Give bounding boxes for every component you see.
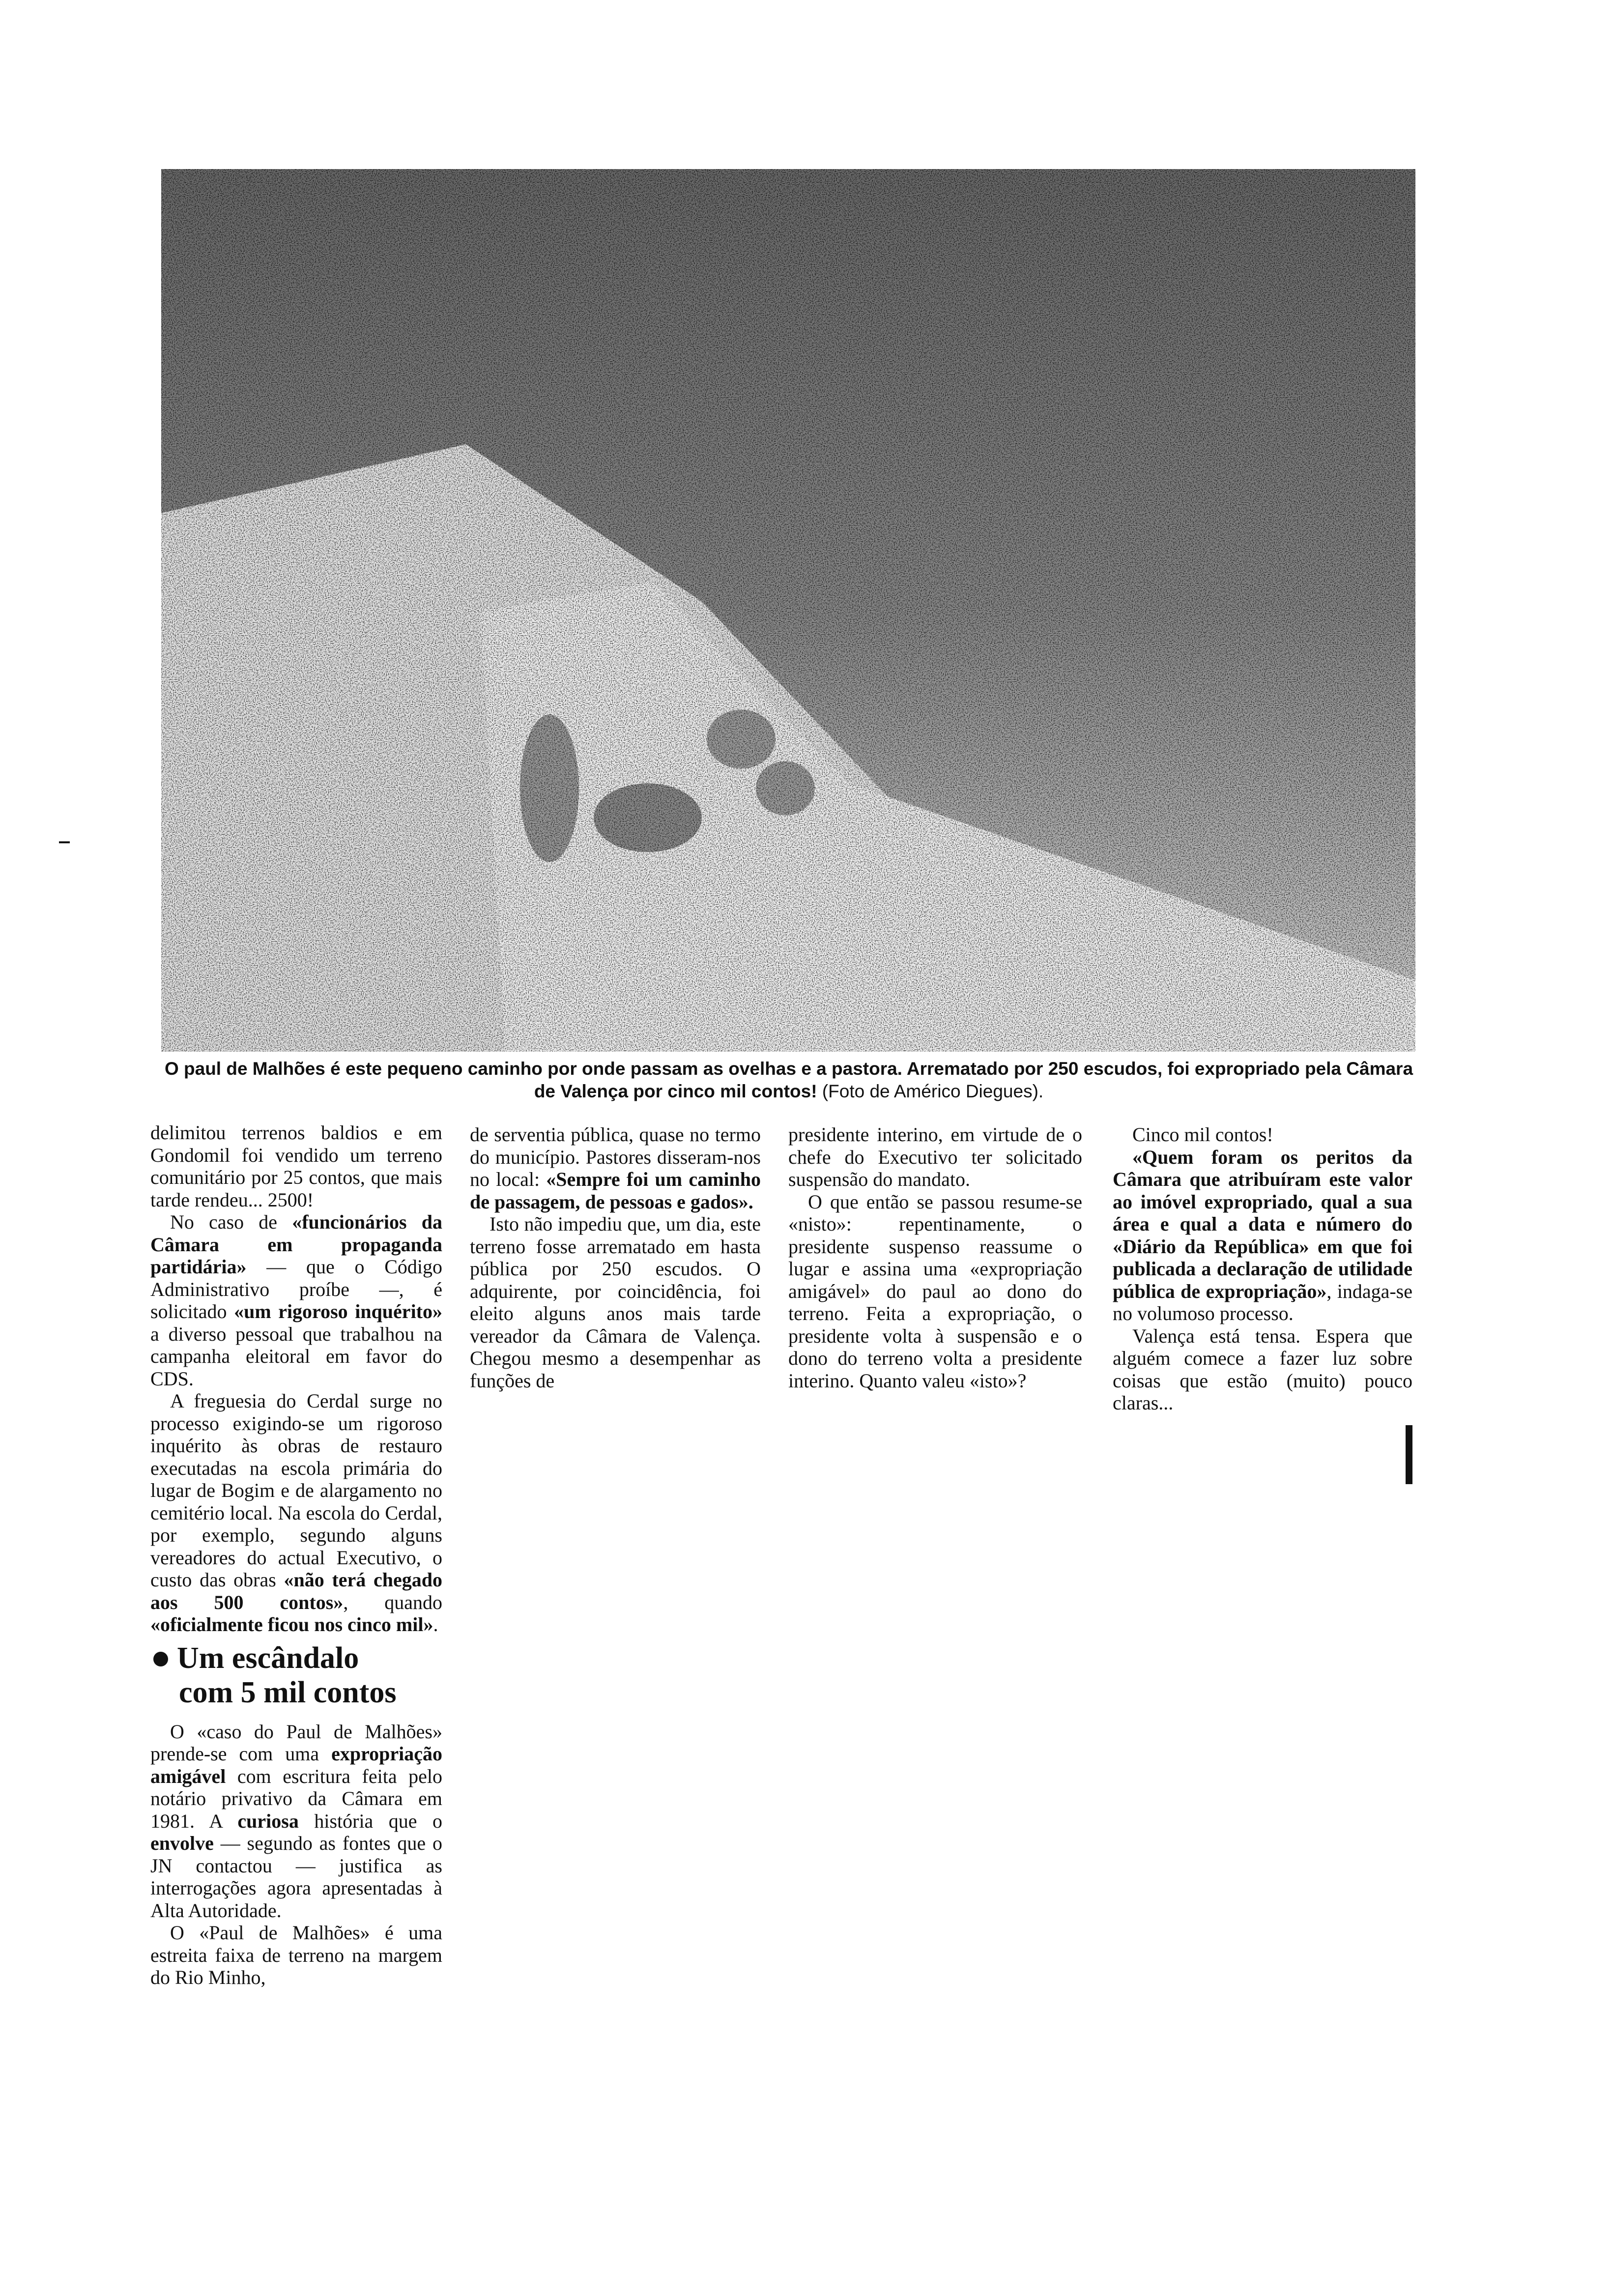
photo-caption bbox=[162, 1058, 1415, 1103]
scan-mark bbox=[1406, 1425, 1412, 1484]
paragraph: O «Paul de Malhões» é uma estreita faixa de terreno na margem do Rio Minho, bbox=[150, 1922, 442, 1988]
photo-credit: (Foto de Américo Diegues). bbox=[822, 1081, 1044, 1101]
article-column-2 bbox=[470, 1123, 761, 1392]
paragraph: «Quem foram os peritos da Câmara que atribuíram este valor ao imóvel expropriado, qual a sua área e qual a data e número do «Diário da República» em que foi publicada a declaração de utilidade pública de expropriação», indaga-se no volumoso processo. bbox=[1113, 1146, 1412, 1324]
paragraph: de serventia pública, quase no termo do município. Pastores disseram-nos no local: «Sempre foi um caminho de passagem, de pessoas e gados». bbox=[470, 1123, 761, 1213]
subheading: Cinco mil contos! bbox=[1132, 1123, 1273, 1146]
paragraph: Isto não impediu que, um dia, este terreno fosse arrematado em hasta pública por 250 escudos. O adquirente, por coincidência, foi eleito alguns anos mais tarde vereador da Câmara de Valença. Chegou mesmo a desempenhar as funções de bbox=[470, 1213, 761, 1392]
article-column-1 bbox=[150, 1121, 442, 1989]
scan-mark bbox=[59, 841, 70, 843]
paragraph: O que então se passou resume-se «nisto»: repentinamente, o presidente suspenso reassume o lugar e assina uma «expropriação amigável» do paul ao dono do terreno. Feita a expropriação, o presidente volta à suspensão e o dono do terreno volta a presidente interino. Quanto valeu «isto»? bbox=[788, 1190, 1082, 1392]
paragraph: A freguesia do Cerdal surge no processo exigindo-se um rigoroso inquérito às obras de restauro executadas na escola primária do lugar de Bogim e de alargamento no cemitério local. Na escola do Cerdal, por exemplo, segundo alguns vereadores do actual Executivo, o custo das obras «não terá chegado aos 500 contos», quando «oficialmente ficou nos cinco mil». bbox=[150, 1390, 442, 1636]
photo-image bbox=[161, 169, 1415, 1052]
paragraph: O «caso do Paul de Malhões» prende-se com uma expropriação amigável com escritura feita pelo notário privativo da Câmara em 1981. A curiosa história que o envolve — segundo as fontes que o JN contactou — justifica as interrogações agora apresentadas à Alta Autoridade. bbox=[150, 1720, 442, 1922]
bullet-icon bbox=[153, 1652, 168, 1666]
paragraph: Valença está tensa. Espera que alguém comece a fazer luz sobre coisas que estão (muito) pouco claras... bbox=[1113, 1324, 1412, 1414]
paragraph: delimitou terrenos baldios e em Gondomil foi vendido um terreno comunitário por 25 contos, que mais tarde rendeu... 2500! bbox=[150, 1121, 442, 1211]
paragraph: presidente interino, em virtude de o chefe do Executivo ter solicitado suspensão do mandato. bbox=[788, 1123, 1082, 1190]
article-photo bbox=[161, 169, 1415, 1052]
article-column-4 bbox=[1113, 1123, 1412, 1414]
section-heading: Um escândalo com 5 mil contos bbox=[150, 1641, 442, 1710]
paragraph: No caso de «funcionários da Câmara em propaganda partidária» — que o Código Administrativo proíbe —, é solicitado «um rigoroso inquérito» a diverso pessoal que trabalhou na campanha eleitoral em favor do CDS. bbox=[150, 1211, 442, 1390]
article-column-3 bbox=[788, 1123, 1082, 1392]
caption-text: O paul de Malhões é este pequeno caminho por onde passam as ovelhas e a pastora. Arrematado por 250 escudos, foi expropriado pela Câmara de Valença por cinco mil contos! bbox=[164, 1059, 1413, 1101]
